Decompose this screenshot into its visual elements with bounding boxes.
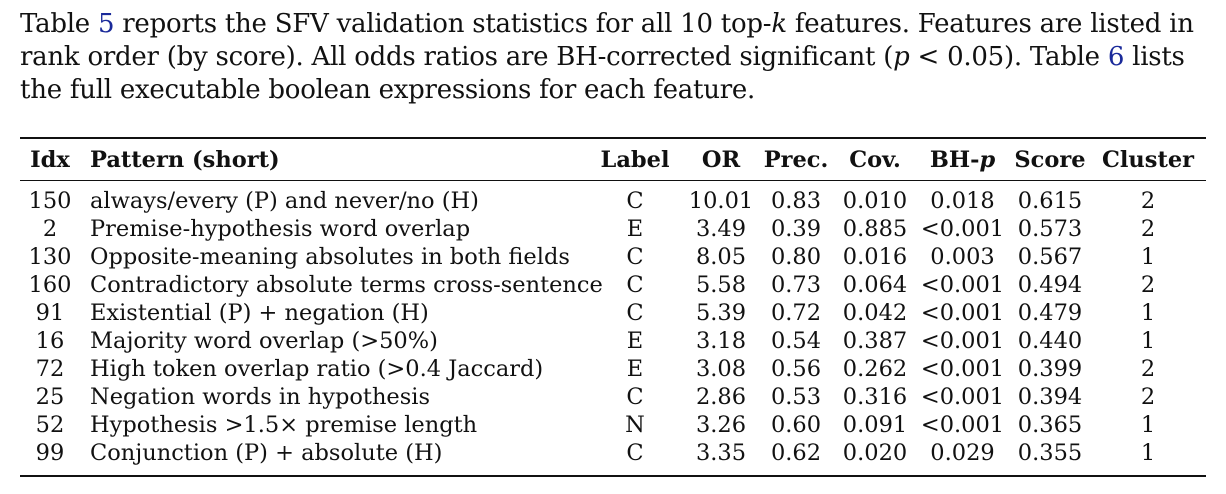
cell-cluster: 2 <box>1140 384 1156 410</box>
table-bottom-rule <box>20 475 1206 477</box>
table-row <box>20 243 1206 271</box>
para-text-2: reports the SFV validation statistics for all 10 top- <box>114 9 772 39</box>
cell-prec: 0.60 <box>770 412 822 438</box>
cell-score: 0.615 <box>1017 188 1083 214</box>
header-bh-p <box>915 140 1010 180</box>
cell-idx: 91 <box>35 300 65 326</box>
cell-pattern: Hypothesis >1.5× premise length <box>90 412 478 438</box>
table-row <box>20 299 1206 327</box>
cell-label: N <box>625 412 645 438</box>
cell-or: 2.86 <box>695 384 747 410</box>
cell-or: 3.18 <box>695 328 747 354</box>
header-prec: Prec. <box>763 147 829 173</box>
cell-cov: 0.387 <box>842 328 908 354</box>
cell-prec: 0.53 <box>770 384 822 410</box>
cell-cluster: 1 <box>1140 300 1156 326</box>
cell-prec: 0.39 <box>770 216 822 242</box>
cell-or: 3.35 <box>695 440 747 466</box>
cell-score: 0.355 <box>1017 440 1083 466</box>
table-row <box>20 271 1206 299</box>
cell-bh: <0.001 <box>920 328 1005 354</box>
cell-or: 8.05 <box>695 244 747 270</box>
cell-idx: 16 <box>35 328 65 354</box>
cell-idx: 72 <box>35 356 65 382</box>
table-row <box>20 411 1206 439</box>
cell-score: 0.394 <box>1017 384 1083 410</box>
cell-pattern: Opposite-meaning absolutes in both fields <box>90 244 570 270</box>
cell-prec: 0.83 <box>770 188 822 214</box>
cell-label: C <box>626 272 644 298</box>
cell-cluster: 1 <box>1140 244 1156 270</box>
cell-idx: 130 <box>28 244 72 270</box>
cell-idx: 99 <box>35 440 65 466</box>
cell-bh: <0.001 <box>920 300 1005 326</box>
table-body <box>20 180 1206 467</box>
table-5-ref-link[interactable]: 5 <box>97 9 115 39</box>
cell-or: 3.49 <box>695 216 747 242</box>
cell-cluster: 1 <box>1140 328 1156 354</box>
cell-pattern: Negation words in hypothesis <box>90 384 431 410</box>
cell-pattern: Premise-hypothesis word overlap <box>90 216 471 242</box>
header-or: OR <box>701 147 741 173</box>
para-text-4: < 0.05). Table <box>909 42 1108 72</box>
cell-prec: 0.72 <box>770 300 822 326</box>
table-row <box>20 327 1206 355</box>
cell-or: 3.26 <box>695 412 747 438</box>
cell-idx: 160 <box>28 272 72 298</box>
para-math-p: p <box>893 42 910 72</box>
cell-cov: 0.042 <box>842 300 908 326</box>
cell-idx: 150 <box>28 188 72 214</box>
cell-bh: 0.003 <box>930 244 995 270</box>
table-row <box>20 383 1206 411</box>
cell-label: E <box>626 216 644 242</box>
cell-bh: 0.029 <box>930 440 995 466</box>
cell-or: 5.58 <box>695 272 747 298</box>
cell-or: 3.08 <box>695 356 747 382</box>
header-idx: Idx <box>30 147 70 173</box>
cell-bh: <0.001 <box>920 272 1005 298</box>
table-row <box>20 180 1206 215</box>
table-header-row <box>20 140 1206 180</box>
cell-prec: 0.62 <box>770 440 822 466</box>
header-score: Score <box>1014 147 1086 173</box>
cell-pattern: Existential (P) + negation (H) <box>90 300 429 326</box>
cell-pattern: always/every (P) and never/no (H) <box>90 188 479 214</box>
table-6-ref-link[interactable]: 6 <box>1107 42 1125 72</box>
cell-pattern: High token overlap ratio (>0.4 Jaccard) <box>90 356 544 382</box>
cell-or: 10.01 <box>688 188 754 214</box>
cell-bh: <0.001 <box>920 356 1005 382</box>
cell-prec: 0.73 <box>770 272 822 298</box>
cell-bh: <0.001 <box>920 216 1005 242</box>
cell-cluster: 1 <box>1140 412 1156 438</box>
cell-score: 0.573 <box>1017 216 1083 242</box>
cell-label: C <box>626 188 644 214</box>
cell-idx: 2 <box>42 216 58 242</box>
cell-cluster: 2 <box>1140 216 1156 242</box>
cell-bh: 0.018 <box>930 188 995 214</box>
cell-score: 0.399 <box>1017 356 1083 382</box>
cell-prec: 0.56 <box>770 356 822 382</box>
header-cov: Cov. <box>849 147 901 173</box>
para-text-5: lists the full executable boolean expressions for each feature. <box>20 42 1185 105</box>
cell-score: 0.494 <box>1017 272 1083 298</box>
cell-label: C <box>626 440 644 466</box>
cell-cov: 0.316 <box>842 384 908 410</box>
cell-cov: 0.010 <box>842 188 908 214</box>
cell-label: E <box>626 328 644 354</box>
cell-cov: 0.016 <box>842 244 908 270</box>
cell-cov: 0.064 <box>842 272 908 298</box>
cell-bh: <0.001 <box>920 384 1005 410</box>
header-bh-prefix: BH- <box>929 147 980 173</box>
cell-pattern: Conjunction (P) + absolute (H) <box>90 440 443 466</box>
cell-cov: 0.885 <box>842 216 908 242</box>
cell-label: E <box>626 356 644 382</box>
body-paragraph <box>20 8 1215 107</box>
cell-score: 0.440 <box>1017 328 1083 354</box>
cell-label: C <box>626 300 644 326</box>
cell-cluster: 2 <box>1140 272 1156 298</box>
cell-bh: <0.001 <box>920 412 1005 438</box>
table-row <box>20 215 1206 243</box>
cell-cluster: 2 <box>1140 356 1156 382</box>
cell-pattern: Contradictory absolute terms cross-sentence <box>90 272 603 298</box>
table-top-rule <box>20 137 1206 139</box>
cell-cluster: 2 <box>1140 188 1156 214</box>
cell-or: 5.39 <box>695 300 747 326</box>
cell-prec: 0.54 <box>770 328 822 354</box>
sfv-validation-table <box>20 140 1206 467</box>
cell-prec: 0.80 <box>770 244 822 270</box>
cell-score: 0.479 <box>1017 300 1083 326</box>
header-cluster: Cluster <box>1101 147 1195 173</box>
cell-idx: 52 <box>35 412 65 438</box>
cell-label: C <box>626 384 644 410</box>
cell-score: 0.567 <box>1017 244 1083 270</box>
para-text-1: Table <box>20 9 98 39</box>
table-row <box>20 355 1206 383</box>
cell-idx: 25 <box>35 384 65 410</box>
cell-score: 0.365 <box>1017 412 1083 438</box>
para-math-k: k <box>771 9 787 39</box>
cell-cov: 0.020 <box>842 440 908 466</box>
cell-pattern: Majority word overlap (>50%) <box>90 328 438 354</box>
cell-cov: 0.091 <box>842 412 908 438</box>
table-row <box>20 439 1206 467</box>
header-pattern: Pattern (short) <box>90 147 280 173</box>
cell-cluster: 1 <box>1140 440 1156 466</box>
header-label: Label <box>600 147 670 173</box>
header-bh-p-italic: p <box>979 147 996 173</box>
cell-label: C <box>626 244 644 270</box>
cell-cov: 0.262 <box>842 356 908 382</box>
para-text-3: features. Features are listed in rank order (by score). All odds ratios are BH-corrected significant ( <box>20 9 1194 72</box>
